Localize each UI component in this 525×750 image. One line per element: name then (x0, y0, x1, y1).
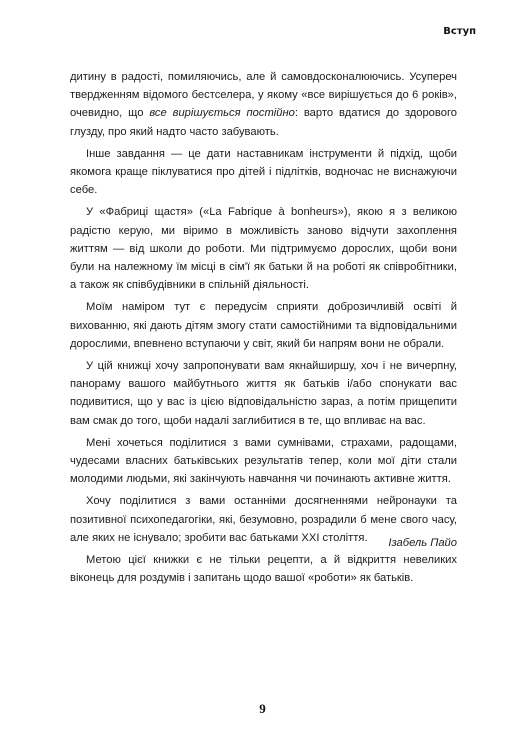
emphasized-text: все вирішується постійно (149, 107, 295, 120)
author-signature: Ізабель Пайо (388, 537, 457, 549)
paragraph: Хочу поділитися з вами останніми досягненнями нейронауки та позитивної психопедагогіки, які, безумовно, розрадили б мене свого часу, але яких не існувало; зробити вас батьками XXI століття. (70, 495, 457, 544)
paragraph: Мені хочеться поділитися з вами сумнівами, страхами, радощами, чудесами власних батьківських результатів тепер, коли мої діти стали молодими людьми, які закінчують навчання чи починають активне життя. (70, 436, 457, 486)
paragraph: Моїм наміром тут є передусім сприяти доброзичливій освіті й вихованню, які дають дітям змогу стати самостійними та відповідальними дорослими, впевнено вступаючи у світ, який би напрям вони не обрали. (70, 301, 457, 350)
paragraph: Метою цієї книжки є не тільки рецепти, а й відкриття невеликих віконець для роздумів і запитань щодо вашої «роботи» як батьків. (70, 554, 457, 585)
main-text (70, 68, 457, 591)
page-number: 9 (259, 701, 266, 716)
paragraph (70, 68, 457, 141)
section-title: Вступ (443, 26, 476, 37)
paragraph: У «Фабриці щастя» («La Fabrique à bonheurs»), якою я з великою радістю керую, ми віримо в можливість заново відчути захоплення життям — від школи до роботи. Ми підтримуємо дорослих, щоби вони були на належному їм місці в сім'ї як батьки й на роботі як співробітники, а також як співбудівники в спільній діяльності. (70, 206, 457, 292)
paragraph-text: дитину в радості, помиляючись, але й самовдосконалюючись. Усупереч твердженням відомого бестселера, у якому «все вирішується до 6 років», очевидно, що (70, 71, 457, 120)
paragraph: Інше завдання — це дати наставникам інструменти й підхід, щоби якомога краще піклуватися про дітей і підлітків, водночас не виснажуючи себе. (70, 147, 457, 197)
paragraph: У цій книжці хочу запропонувати вам якнайширшу, хоч і не вичерпну, панораму вашого майбутнього життя як батьків і/або спонукати вас подивитися, що у вас із цією відповідальністю зараз, а потім прищепити вам смак до того, щоби надалі заглибитися в те, що впливає на вас. (70, 360, 457, 427)
paragraph-text: : варто вдатися до здорового глузду, про який надто часто забувають. (70, 107, 457, 138)
